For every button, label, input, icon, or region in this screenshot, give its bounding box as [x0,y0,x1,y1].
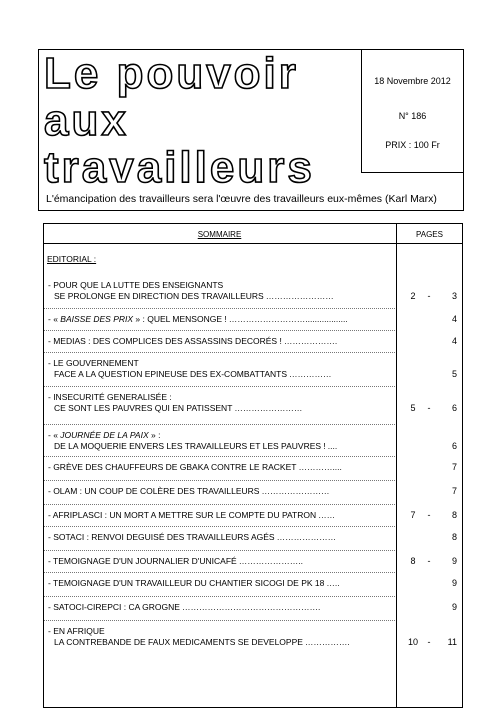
toc-entry-text: - SATOCI-CIREPCI : CA GROGNE [48,602,180,612]
toc-entry-leader-dots: ………….... [298,462,342,472]
toc-entry-page: 6 [451,441,457,451]
toc-entry-leader-dots: ………………… [276,532,337,542]
toc-entry-title [54,369,393,380]
toc-entry-text: - GRÈVE DES CHAUFFEURS DE GBAKA CONTRE LE RACKET [48,462,297,472]
toc-entry-title [48,392,393,403]
toc-entry-page-to: 3 [451,291,457,301]
toc-row-separator [44,620,396,621]
toc-entry-page-dash: - [427,510,431,520]
toc-entry-text: DE LA MOQUERIE ENVERS LES TRAVAILLEURS ET LES PAUVRES ! [54,441,326,451]
section-heading-editorial: EDITORIAL : [47,254,97,264]
toc-entry-title [48,626,393,637]
toc-entry-page: 8 [451,532,457,542]
toc-entry-title [48,462,393,473]
toc-entry-title [48,556,393,567]
toc-row-separator [44,386,396,387]
toc-row-separator [44,504,396,505]
toc-entry-title [48,486,393,497]
toc-entry-text: SE PROLONGE EN DIRECTION DES TRAVAILLEURS [54,291,264,301]
masthead-title-line-2: aux [44,96,129,145]
toc-entry-page: 7 [451,462,457,472]
toc-entry-page-to: 11 [447,637,457,647]
toc-row-separator [44,526,396,527]
toc-entry-title [54,291,393,302]
toc-entry-title [54,441,393,452]
toc-entry-leader-dots: ………………….. [238,556,303,566]
toc-entry-page: 4 [451,314,457,324]
toc-entry-text: - « JOURNÉE DE LA PAIX » : [48,430,161,440]
toc-row-separator [44,330,396,331]
toc-row-separator [44,480,396,481]
toc-entry-text: - TEMOIGNAGE D'UN JOURNALIER D'UNICAFÉ [48,556,237,566]
toc-entry-title [48,358,393,369]
toc-entry-page: 7 [451,486,457,496]
toc-entry-text: - AFRIPLASCI : UN MORT A METTRE SUR LE COMPTE DU PATRON [48,510,317,520]
masthead-title-line-1: Le pouvoir [44,49,299,98]
toc-entry-text: - LE GOUVERNEMENT [48,358,139,368]
issue-date: 18 Novembre 2012 [374,76,451,86]
toc-row-separator [44,352,396,353]
toc-entry-page-from: 2 [410,291,416,301]
toc-row-separator [44,550,396,551]
toc-entry-page-from: 10 [407,637,418,647]
toc-entry-text: - « BAISSE DES PRIX » : QUEL MENSONGE ! [48,314,227,324]
toc-entry-leader-dots: …………………… [234,403,303,413]
toc-entry-page-to: 9 [451,556,457,566]
toc-entry-leader-dots: ….. [326,578,340,588]
toc-entry-title [54,403,393,414]
toc-entry-page-from: 8 [410,556,416,566]
toc-entry-title [48,280,393,291]
toc-entry-text: - MEDIAS : DES COMPLICES DES ASSASSINS DECORÉS ! [48,336,282,346]
toc-entry-title [48,314,393,325]
toc-entry-title [48,578,393,589]
toc-row-separator [44,456,396,457]
toc-entry-page-dash: - [427,556,431,566]
toc-entry-italic-term: BAISSE DES PRIX [60,314,134,324]
toc-entry-leader-dots: ……………. [304,637,350,647]
toc-entry-page: 9 [451,578,457,588]
column-header-pages: PAGES [416,230,443,239]
toc-entry-title [54,637,393,648]
toc-entry-page-dash: - [427,637,431,647]
toc-entry-page-to: 6 [451,403,457,413]
toc-entry-text: - EN AFRIQUE [48,626,105,636]
toc-entry-page: 4 [451,336,457,346]
issue-price: PRIX : 100 Fr [385,140,440,150]
toc-entry-page: 9 [451,602,457,612]
toc-row-separator [44,596,396,597]
issue-number: N° 186 [398,111,427,121]
toc-entry-page-dash: - [427,403,431,413]
toc-entry-text: LA CONTREBANDE DE FAUX MEDICAMENTS SE DEVELOPPE [54,637,303,647]
header-divider [43,243,463,244]
toc-entry-leader-dots: …………… [289,369,332,379]
toc-entry-leader-dots: ……………………….................. [228,314,348,324]
toc-entry-text: - INSECURITÉ GENERALISÉE : [48,392,172,402]
toc-entry-leader-dots: .... [327,441,338,451]
toc-entry-italic-term: JOURNÉE DE LA PAIX [60,430,149,440]
toc-row-separator [44,424,396,425]
toc-entry-page: 5 [451,369,457,379]
toc-entry-text: - OLAM : UN COUP DE COLÈRE DES TRAVAILLEURS [48,486,260,496]
toc-entry-text: - TEMOIGNAGE D'UN TRAVAILLEUR DU CHANTIER SICOGI DE PK 18 [48,578,325,588]
column-header-summary: SOMMAIRE [197,230,242,239]
toc-entry-page-from: 7 [410,510,416,520]
masthead-title-line-3: travailleurs [44,143,315,192]
toc-entry-leader-dots: …………………… [265,291,334,301]
toc-entry-leader-dots: ………………. [283,336,338,346]
toc-entry-page-from: 5 [410,403,416,413]
toc-entry-title [48,336,393,347]
toc-entry-page-dash: - [427,291,431,301]
toc-entry-leader-dots: …… [318,510,336,520]
toc-entry-text: - POUR QUE LA LUTTE DES ENSEIGNANTS [48,280,224,290]
toc-entry-leader-dots: …………………………………………. [181,602,321,612]
toc-entry-title [48,430,393,441]
toc-entry-text: - SOTACI : RENVOI DEGUISÉ DES TRAVAILLEURS AGÉS [48,532,275,542]
toc-entry-title [48,602,393,613]
toc-entry-page-to: 8 [451,510,457,520]
toc-entry-text: CE SONT LES PAUVRES QUI EN PATISSENT [54,403,233,413]
column-divider [396,223,397,708]
masthead-subtitle: L'émancipation des travailleurs sera l'œuvre des travailleurs eux-mêmes (Karl Marx) [46,193,437,205]
toc-row-separator [44,308,396,309]
toc-entry-leader-dots: …………………… [261,486,330,496]
toc-row-separator [44,572,396,573]
toc-entry-title [48,532,393,543]
toc-entry-text: FACE A LA QUESTION EPINEUSE DES EX-COMBATTANTS [54,369,288,379]
toc-entry-title [48,510,393,521]
